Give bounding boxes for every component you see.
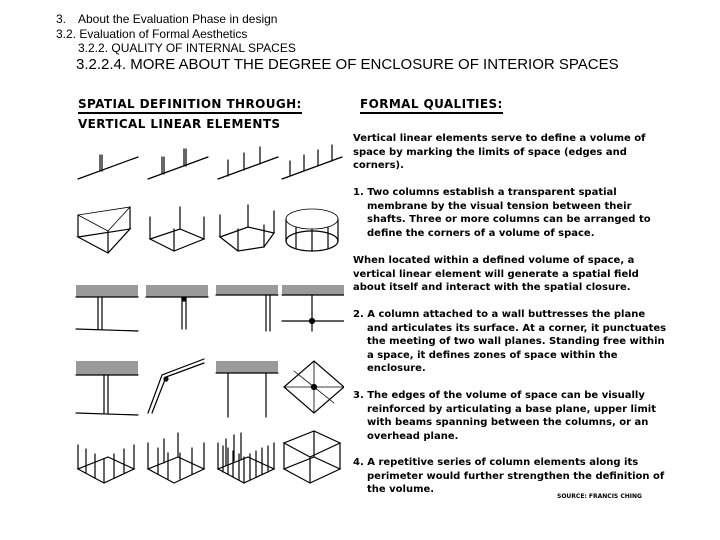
sketch-dense-colonnade xyxy=(218,433,274,483)
item-4-paragraph: 4. A repetitive series of column elements along its perimeter would further strengthen the definition of the volume. xyxy=(353,457,665,496)
source-credit: SOURCE: FRANCIS CHING xyxy=(557,493,642,500)
sketch-columns-overhead-plane xyxy=(216,361,278,417)
sketch-three-columns xyxy=(218,147,278,179)
sketch-columns-with-beams xyxy=(284,431,340,483)
sketch-two-columns xyxy=(148,149,208,179)
header-line-1-number: 3. xyxy=(56,12,67,26)
sketch-grid xyxy=(74,133,344,495)
sketch-pentagon-five-columns xyxy=(220,205,274,251)
sketch-room-columns-perspective xyxy=(76,361,138,415)
intro-paragraph: Vertical linear elements serve to define a volume of space by marking the limits of space (edges and corners). xyxy=(353,133,646,172)
sketch-square-four-columns xyxy=(150,207,204,251)
item-3-paragraph: 3. The edges of the volume of space can be visually reinforced by articulating a base plane, upper limit with beams spanning between the columns, or an overhead plane. xyxy=(353,390,656,442)
sketch-plan-column-center xyxy=(284,361,344,413)
header-line-1-text: About the Evaluation Phase in design xyxy=(78,12,278,26)
sketch-circle-colonnade xyxy=(286,209,338,251)
sketch-colonnade-square xyxy=(78,445,134,483)
sketch-four-columns xyxy=(282,145,342,179)
sketch-column-free-in-room xyxy=(216,285,278,331)
sketch-one-column-on-plane xyxy=(78,155,138,179)
header-line-3: 3.2.2. QUALITY OF INTERNAL SPACES xyxy=(78,41,296,55)
sketch-column-ceiling-detail xyxy=(282,285,344,331)
sketch-column-on-wall xyxy=(76,285,138,331)
page-title: 3.2.2.4. MORE ABOUT THE DEGREE OF ENCLOSURE OF INTERIOR SPACES xyxy=(76,56,619,73)
sketch-colonnade-square-2 xyxy=(148,433,204,483)
left-title-1: SPATIAL DEFINITION THROUGH: xyxy=(78,97,302,114)
item-1-paragraph: 1. Two columns establish a transparent spatial membrane by the visual tension between their shafts. Three or more columns can be arranged to define the corners of a volume of space. xyxy=(353,187,651,239)
right-title: FORMAL QUALITIES: xyxy=(360,97,503,114)
header-line-1 xyxy=(56,12,277,26)
sketch-corner-column-beams xyxy=(148,359,204,413)
sketch-triangle-three-columns xyxy=(78,207,130,253)
left-title-2: VERTICAL LINEAR ELEMENTS xyxy=(78,117,281,131)
mid-paragraph: When located within a defined volume of space, a vertical linear element will generate a spatial field about itself and interact with the spatial closure. xyxy=(353,255,639,294)
sketch-column-at-corner xyxy=(146,285,208,329)
header-line-2: 3.2. Evaluation of Formal Aesthetics xyxy=(56,27,248,41)
item-2-paragraph: 2. A column attached to a wall buttresses the plane and articulates its surface. At a corner, it punctuates the meeting of two wall planes. Standing free within a space, it defines zones of space within the enclosure. xyxy=(353,309,667,375)
